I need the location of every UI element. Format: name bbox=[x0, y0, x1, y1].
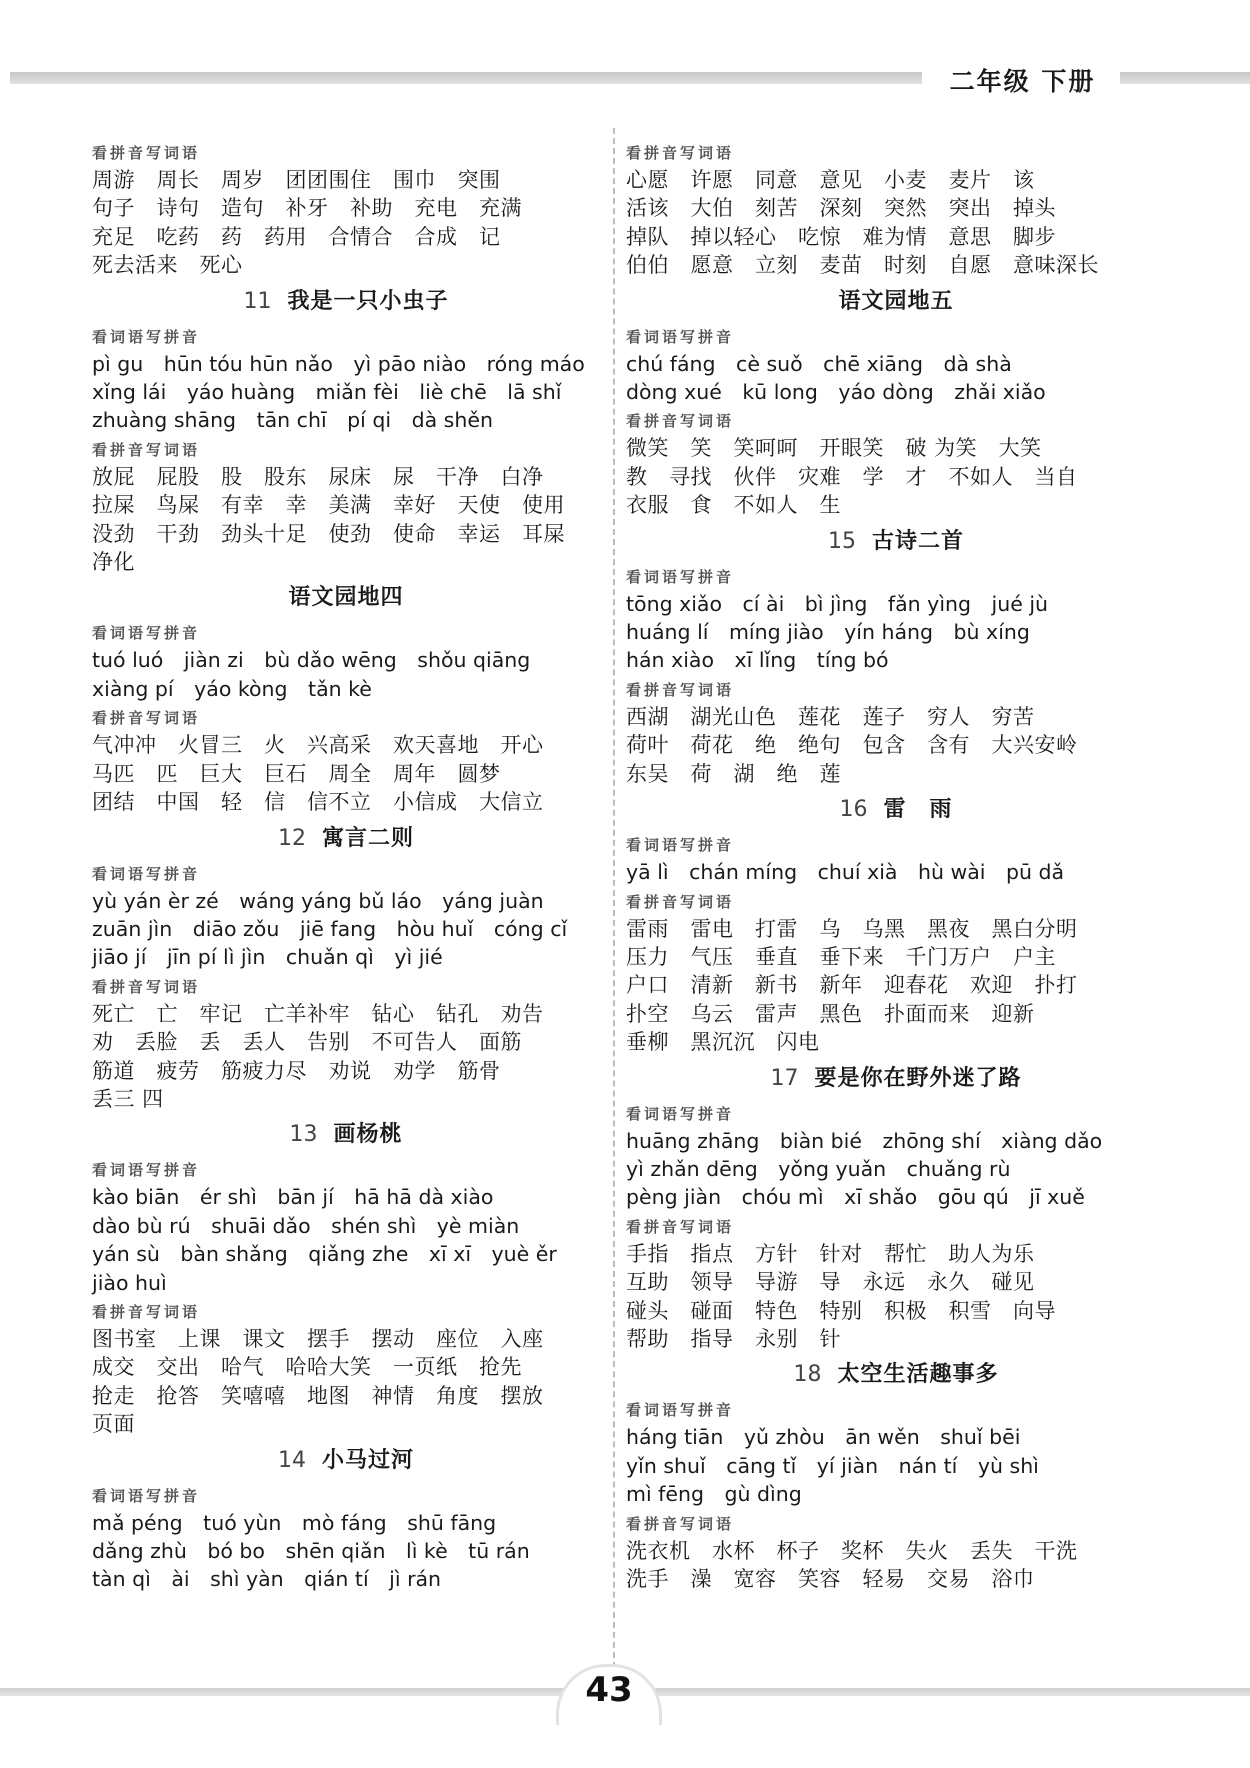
column-divider bbox=[613, 128, 615, 1688]
pinyin-list bbox=[626, 1423, 1166, 1508]
lesson13-pinyin bbox=[92, 1157, 600, 1297]
section-label: 看词语写拼音 bbox=[92, 864, 201, 883]
section-label: 看拼音写词语 bbox=[92, 1302, 201, 1321]
word-line: 活该 大伯 刻苦 深刻 突然 突出 掉头 bbox=[626, 196, 1056, 221]
word-line: 周游 周长 周岁 团团围住 围巾 突围 bbox=[92, 168, 501, 192]
lesson-title-16 bbox=[626, 790, 1166, 832]
pinyin-line: xiàng pí yáo kòng tǎn kè bbox=[92, 676, 372, 701]
word-line: 微笑 笑 笑呵呵 开眼笑 破 为笑 大笑 bbox=[626, 436, 1042, 461]
pinyin-line: dǎng zhù bó bo shēn qiǎn lì kè tū rán bbox=[92, 1539, 530, 1563]
pinyin-line: yā lì chán míng chuí xià hù wài pū dǎ bbox=[626, 860, 1065, 885]
lesson-number: 15 bbox=[827, 528, 856, 554]
pinyin-line: pì gu hūn tóu hūn nǎo yì pāo niào róng máo bbox=[92, 351, 585, 376]
lesson-number: 17 bbox=[770, 1065, 799, 1091]
page-number: 43 bbox=[585, 1670, 633, 1710]
word-list bbox=[626, 703, 1166, 788]
lesson-name: 古诗二首 bbox=[871, 528, 964, 554]
word-line: 拉屎 鸟屎 有幸 幸 美满 幸好 天使 使用 bbox=[92, 493, 565, 518]
grade-title: 二年级 下册 bbox=[949, 67, 1096, 96]
lesson12-words bbox=[92, 974, 600, 1114]
pinyin-line: dòng xué kū long yáo dòng zhǎi xiǎo bbox=[626, 380, 1046, 405]
word-line: 放屁 屁股 股 股东 尿床 尿 干净 白净 bbox=[92, 464, 544, 489]
word-list bbox=[92, 1325, 600, 1439]
pinyin-line: zuān jìn diāo zǒu jiē fang hòu huǐ cóng cǐ bbox=[92, 916, 568, 941]
section-label: 看词语写拼音 bbox=[626, 836, 735, 855]
lesson-title-14 bbox=[92, 1441, 600, 1483]
lesson18-words bbox=[626, 1511, 1166, 1594]
lesson17-pinyin bbox=[626, 1101, 1166, 1212]
pinyin-line: kào biān ér shì bān jí hā hā dà xiào bbox=[92, 1185, 494, 1210]
pinyin-list bbox=[92, 887, 600, 972]
header-band bbox=[10, 72, 922, 84]
lesson14-pinyin bbox=[92, 1483, 600, 1594]
pinyin-list bbox=[92, 1183, 600, 1297]
lesson15-words bbox=[626, 677, 1166, 788]
pinyin-line: jiāo jí jīn pí lì jìn chuǎn qì yì jié bbox=[92, 945, 443, 970]
word-line: 心愿 许愿 同意 意见 小麦 麦片 该 bbox=[626, 168, 1035, 192]
lesson-title-12 bbox=[92, 819, 600, 861]
pinyin-line: chú fáng cè suǒ chē xiāng dà shà bbox=[626, 351, 1012, 376]
lesson-title-garden5 bbox=[626, 282, 1166, 324]
pinyin-list bbox=[92, 1509, 600, 1594]
pinyin-line: dào bù rú shuāi dǎo shén shì yè miàn bbox=[92, 1213, 520, 1238]
lesson11-words bbox=[92, 437, 600, 577]
garden5-pinyin bbox=[626, 324, 1166, 407]
word-line: 句子 诗句 造句 补牙 补助 充电 充满 bbox=[92, 196, 522, 221]
lesson-number: 12 bbox=[277, 825, 306, 851]
lesson-number: 11 bbox=[243, 288, 272, 314]
pinyin-line: xǐng lái yáo huàng miǎn fèi liè chē lā shǐ bbox=[92, 380, 562, 405]
lesson-name: 画杨桃 bbox=[333, 1122, 403, 1148]
word-line: 衣服 食 不如人 生 bbox=[626, 493, 841, 518]
lesson13-words bbox=[92, 1299, 600, 1439]
word-list bbox=[626, 1240, 1166, 1354]
pinyin-line: mì fēng gù dìng bbox=[626, 1482, 802, 1507]
lesson16-words bbox=[626, 889, 1166, 1057]
word-list bbox=[626, 915, 1166, 1057]
lesson-number: 13 bbox=[289, 1122, 318, 1148]
word-line: 气冲冲 火冒三 火 兴高采 欢天喜地 开心 bbox=[92, 733, 544, 758]
word-line: 手指 指点 方针 针对 帮忙 助人为乐 bbox=[626, 1241, 1035, 1266]
section-label: 看词语写拼音 bbox=[92, 327, 201, 346]
lesson-title-garden4 bbox=[92, 578, 600, 620]
section-label: 看词语写拼音 bbox=[626, 1401, 735, 1420]
section-label: 看拼音写词语 bbox=[626, 892, 735, 911]
lesson-name: 小马过河 bbox=[321, 1447, 414, 1473]
pinyin-line: huáng lí míng jiào yín háng bù xíng bbox=[626, 620, 1030, 645]
lesson-title-17 bbox=[626, 1059, 1166, 1101]
right-column bbox=[626, 140, 1166, 1595]
section-label: 看词语写拼音 bbox=[92, 624, 201, 643]
word-line: 死亡 亡 牢记 亡羊补牢 钻心 钻孔 劝告 bbox=[92, 1001, 544, 1026]
lesson-name: 语文园地四 bbox=[288, 585, 404, 611]
lesson-name: 要是你在野外迷了路 bbox=[814, 1065, 1022, 1091]
word-list bbox=[92, 463, 600, 577]
word-line: 丢三 四 bbox=[92, 1086, 164, 1111]
pinyin-list bbox=[92, 646, 600, 703]
word-line: 抢走 抢答 笑嘻嘻 地图 神情 角度 摆放 bbox=[92, 1383, 544, 1408]
header-band-right bbox=[1120, 72, 1250, 84]
lesson-number: 14 bbox=[277, 1447, 306, 1473]
word-line: 垂柳 黑沉沉 闪电 bbox=[626, 1030, 820, 1055]
word-line: 掉队 掉以轻心 吃惊 难为情 意思 脚步 bbox=[626, 224, 1056, 249]
section-label: 看拼音写词语 bbox=[92, 709, 201, 728]
lesson-name: 雷 雨 bbox=[883, 797, 953, 823]
pinyin-line: yù yán èr zé wáng yáng bǔ láo yáng juàn bbox=[92, 888, 544, 913]
intro-words-right bbox=[626, 140, 1166, 280]
word-list bbox=[92, 1000, 600, 1114]
lesson-number: 18 bbox=[793, 1362, 822, 1388]
lesson15-pinyin bbox=[626, 564, 1166, 675]
garden5-words bbox=[626, 408, 1166, 519]
word-line: 户口 清新 新书 新年 迎春花 欢迎 扑打 bbox=[626, 973, 1078, 998]
section-label: 看词语写拼音 bbox=[626, 327, 735, 346]
intro-words-left bbox=[92, 140, 600, 280]
word-line: 洗衣机 水杯 杯子 奖杯 失火 丢失 干洗 bbox=[626, 1538, 1078, 1563]
word-line: 荷叶 荷花 绝 绝句 包含 含有 大兴安岭 bbox=[626, 733, 1078, 758]
section-label: 看拼音写词语 bbox=[626, 1217, 735, 1236]
pinyin-list bbox=[626, 590, 1166, 675]
pinyin-list bbox=[626, 858, 1166, 886]
lesson12-pinyin bbox=[92, 861, 600, 972]
word-line: 雷雨 雷电 打雷 乌 乌黑 黑夜 黑白分明 bbox=[626, 916, 1078, 941]
pinyin-line: yǐn shuǐ cāng tǐ yí jiàn nán tí yù shì bbox=[626, 1453, 1039, 1478]
lesson-name: 寓言二则 bbox=[321, 825, 414, 851]
pinyin-line: pèng jiàn chóu mì xī shǎo gōu qú jī xuě bbox=[626, 1185, 1085, 1210]
lesson11-pinyin bbox=[92, 324, 600, 435]
lesson18-pinyin bbox=[626, 1397, 1166, 1508]
pinyin-line: yì zhǎn dēng yǒng yuǎn chuǎng rù bbox=[626, 1156, 1011, 1181]
pinyin-line: jiào huì bbox=[92, 1270, 167, 1295]
word-line: 伯伯 愿意 立刻 麦苗 时刻 自愿 意味深长 bbox=[626, 253, 1099, 278]
pinyin-list bbox=[626, 1127, 1166, 1212]
section-label: 看拼音写词语 bbox=[626, 680, 735, 699]
pinyin-line: huāng zhāng biàn bié zhōng shí xiàng dǎo bbox=[626, 1128, 1103, 1153]
word-line: 压力 气压 垂直 垂下来 千门万户 户主 bbox=[626, 944, 1056, 969]
garden4-pinyin bbox=[92, 620, 600, 703]
word-line: 马匹 匹 巨大 巨石 周全 周年 圆梦 bbox=[92, 761, 501, 786]
word-line: 教 寻找 伙伴 灾难 学 才 不如人 当自 bbox=[626, 464, 1078, 489]
word-list bbox=[626, 166, 1166, 280]
section-label: 看拼音写词语 bbox=[92, 144, 201, 162]
pinyin-line: tàn qì ài shì yàn qián tí jì rán bbox=[92, 1567, 442, 1592]
word-line: 页面 bbox=[92, 1412, 135, 1437]
word-list bbox=[92, 731, 600, 816]
word-line: 东吴 荷 湖 绝 莲 bbox=[626, 761, 841, 786]
pinyin-line: tuó luó jiàn zi bù dǎo wēng shǒu qiāng bbox=[92, 648, 531, 673]
section-label: 看拼音写词语 bbox=[626, 1514, 735, 1533]
word-line: 净化 bbox=[92, 550, 135, 575]
lesson-name: 语文园地五 bbox=[838, 288, 954, 314]
section-label: 看拼音写词语 bbox=[626, 412, 735, 431]
word-line: 碰头 碰面 特色 特别 积极 积雪 向导 bbox=[626, 1298, 1056, 1323]
lesson-title-11 bbox=[92, 282, 600, 324]
pinyin-list bbox=[626, 350, 1166, 407]
lesson17-words bbox=[626, 1214, 1166, 1354]
word-line: 没劲 干劲 劲头十足 使劲 使命 幸运 耳屎 bbox=[92, 521, 565, 546]
lesson16-pinyin bbox=[626, 832, 1166, 886]
pinyin-line: mǎ péng tuó yùn mò fáng shū fāng bbox=[92, 1510, 497, 1535]
pinyin-line: hán xiào xī lǐng tíng bó bbox=[626, 648, 889, 673]
garden4-words bbox=[92, 705, 600, 816]
section-label: 看词语写拼音 bbox=[626, 567, 735, 586]
pinyin-line: yán sù bàn shǎng qiǎng zhe xī xī yuè ěr bbox=[92, 1242, 557, 1267]
pinyin-list bbox=[92, 350, 600, 435]
word-line: 互助 领导 导游 导 永远 永久 碰见 bbox=[626, 1270, 1035, 1295]
word-line: 扑空 乌云 雷声 黑色 扑面而来 迎新 bbox=[626, 1001, 1035, 1026]
section-label: 看拼音写词语 bbox=[92, 977, 201, 996]
word-line: 成交 交出 哈气 哈哈大笑 一页纸 抢先 bbox=[92, 1355, 522, 1380]
lesson-name: 我是一只小虫子 bbox=[287, 288, 449, 314]
word-list bbox=[92, 166, 600, 280]
word-line: 洗手 澡 宽容 笑容 轻易 交易 浴巾 bbox=[626, 1567, 1035, 1591]
lesson-number: 16 bbox=[839, 797, 868, 823]
pinyin-line: tōng xiǎo cí ài bì jìng fǎn yìng jué jù bbox=[626, 591, 1049, 616]
word-line: 充足 吃药 药 药用 合情合 合成 记 bbox=[92, 224, 501, 249]
word-list bbox=[626, 1537, 1166, 1594]
word-list bbox=[626, 434, 1166, 519]
lesson-title-18 bbox=[626, 1355, 1166, 1397]
lesson-name: 太空生活趣事多 bbox=[837, 1362, 999, 1388]
section-label: 看拼音写词语 bbox=[92, 440, 201, 459]
section-label: 看词语写拼音 bbox=[626, 1104, 735, 1123]
section-label: 看拼音写词语 bbox=[626, 144, 735, 162]
word-line: 劝 丢脸 丢 丢人 告别 不可告人 面筋 bbox=[92, 1030, 522, 1055]
word-line: 筋道 疲劳 筋疲力尽 劝说 劝学 筋骨 bbox=[92, 1058, 501, 1083]
lesson-title-13 bbox=[92, 1115, 600, 1157]
lesson-title-15 bbox=[626, 522, 1166, 564]
pinyin-line: háng tiān yǔ zhòu ān wěn shuǐ bēi bbox=[626, 1425, 1021, 1450]
left-column bbox=[92, 140, 600, 1596]
section-label: 看词语写拼音 bbox=[92, 1486, 201, 1505]
pinyin-line: zhuàng shāng tān chī pí qi dà shěn bbox=[92, 408, 493, 433]
word-line: 帮助 指导 永别 针 bbox=[626, 1326, 841, 1351]
word-line: 图书室 上课 课文 摆手 摆动 座位 入座 bbox=[92, 1326, 544, 1351]
word-line: 团结 中国 轻 信 信不立 小信成 大信立 bbox=[92, 790, 544, 815]
section-label: 看词语写拼音 bbox=[92, 1161, 201, 1180]
word-line: 死去活来 死心 bbox=[92, 253, 243, 278]
word-line: 西湖 湖光山色 莲花 莲子 穷人 穷苦 bbox=[626, 704, 1035, 729]
